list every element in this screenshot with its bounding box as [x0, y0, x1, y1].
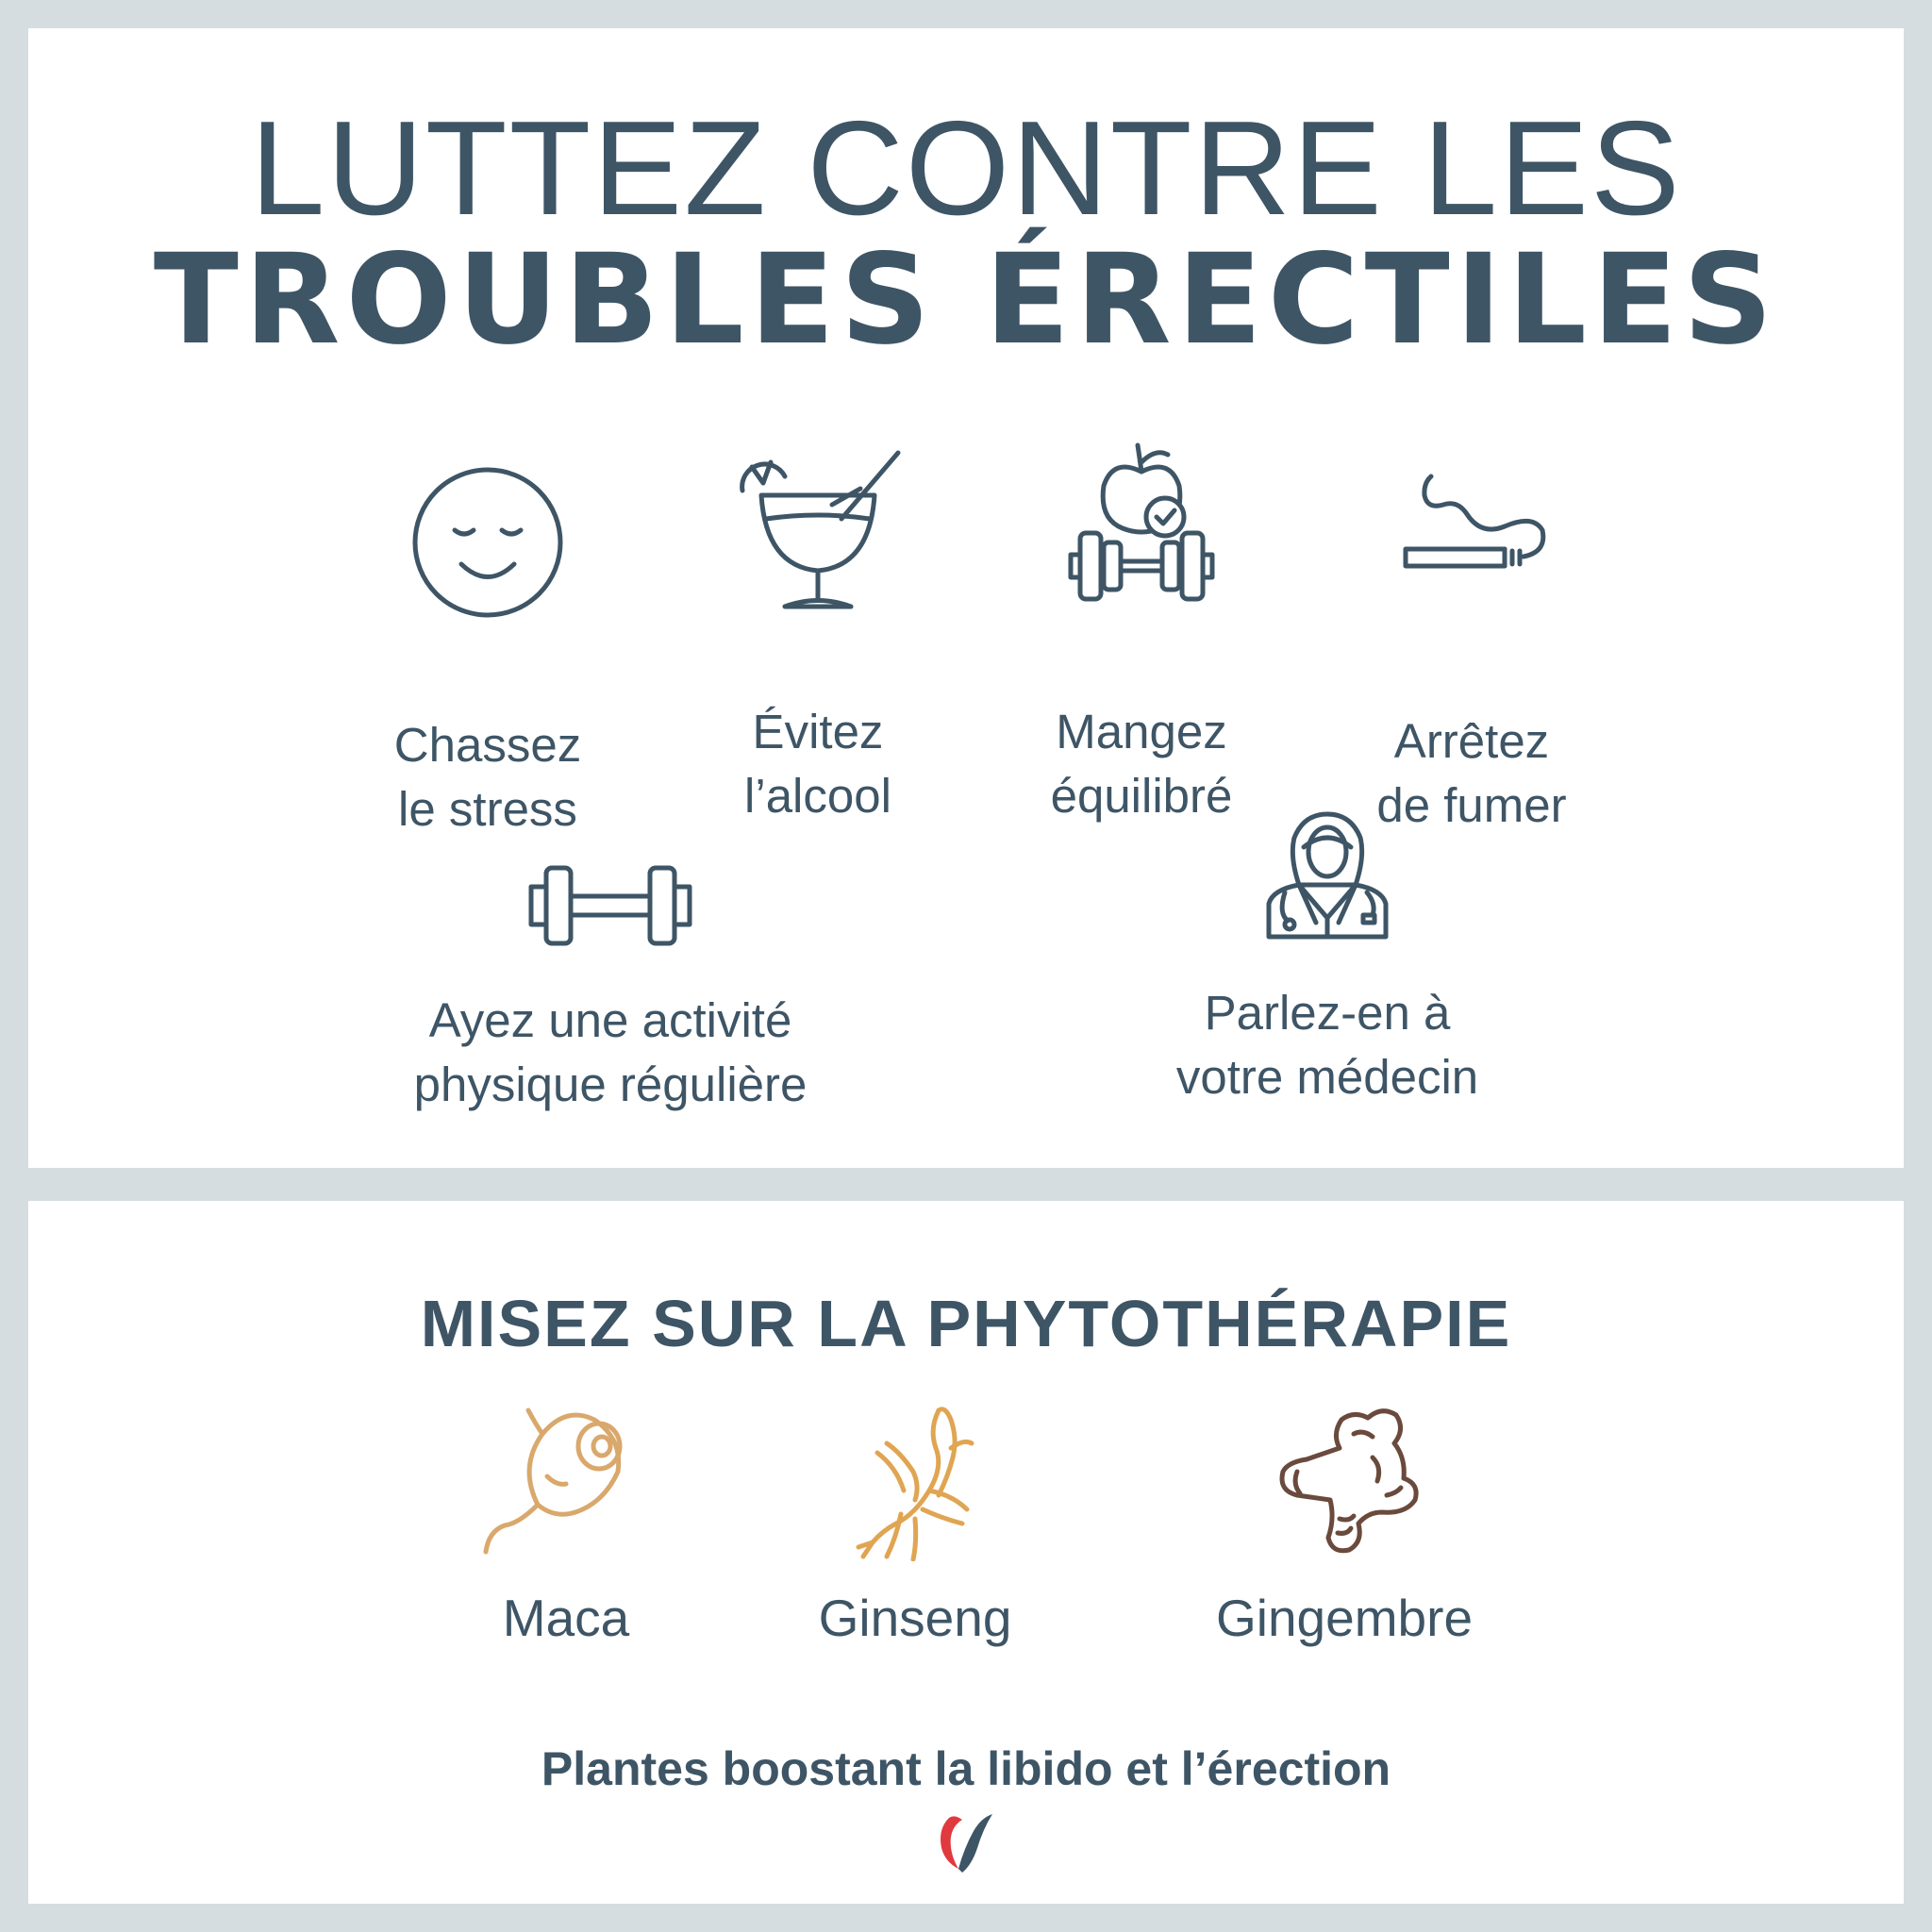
- tip-doctor-line2: votre médecin: [1175, 1050, 1479, 1104]
- tip-smoking-line1: Arrêtez: [1393, 714, 1550, 768]
- cigarette-icon: [1391, 462, 1552, 594]
- cocktail-glass-icon: [728, 425, 908, 613]
- tip-diet: [1000, 434, 1283, 828]
- dumbbell-icon: [525, 858, 695, 953]
- smiling-face-icon: [408, 462, 568, 623]
- tip-diet-line2: équilibré: [1050, 769, 1233, 823]
- plant-gingembre-label: Gingembre: [1215, 1589, 1474, 1647]
- tip-alcohol-line2: l’alcool: [744, 769, 891, 823]
- tip-doctor: [1129, 809, 1525, 1109]
- section-title: MISEZ SUR LA PHYTOTHÉRAPIE: [420, 1287, 1512, 1360]
- footer-text: Plantes boostant la libido et l’érection: [541, 1742, 1391, 1795]
- plant-maca-label: Maca: [502, 1589, 630, 1647]
- title-line-2: TROUBLES ÉRECTILES: [153, 227, 1779, 373]
- tip-stress-line2: le stress: [398, 782, 577, 836]
- tip-activity-line2: physique régulière: [413, 1058, 808, 1111]
- tip-smoking: [1321, 462, 1623, 838]
- plant-maca: [425, 1401, 708, 1648]
- tip-alcohol-line1: Évitez: [752, 705, 884, 758]
- tip-alcohol: [676, 425, 959, 828]
- tip-activity: [393, 858, 827, 1117]
- tips-panel: [28, 28, 1904, 1168]
- tip-stress: [346, 462, 629, 841]
- plant-ginseng-label: Ginseng: [818, 1589, 1012, 1647]
- tip-stress-line1: Chassez: [393, 718, 582, 772]
- tip-doctor-line1: Parlez-en à: [1204, 986, 1451, 1040]
- doctor-icon: [1261, 809, 1393, 941]
- tip-diet-line1: Mangez: [1056, 705, 1227, 758]
- tip-activity-line1: Ayez une activité: [428, 993, 792, 1047]
- plant-gingembre: [1156, 1401, 1533, 1648]
- plant-ginseng: [774, 1401, 1057, 1648]
- tip-smoking-line2: de fumer: [1376, 778, 1567, 832]
- maca-root-icon: [481, 1401, 651, 1561]
- ginseng-root-icon: [849, 1401, 981, 1561]
- ginger-root-icon: [1264, 1401, 1424, 1561]
- brand-logo-icon: [936, 1810, 996, 1876]
- apple-dumbbell-icon: [1047, 434, 1236, 604]
- title-line-1: LUTTEZ CONTRE LES: [250, 93, 1682, 243]
- phytotherapy-panel: [28, 1201, 1904, 1904]
